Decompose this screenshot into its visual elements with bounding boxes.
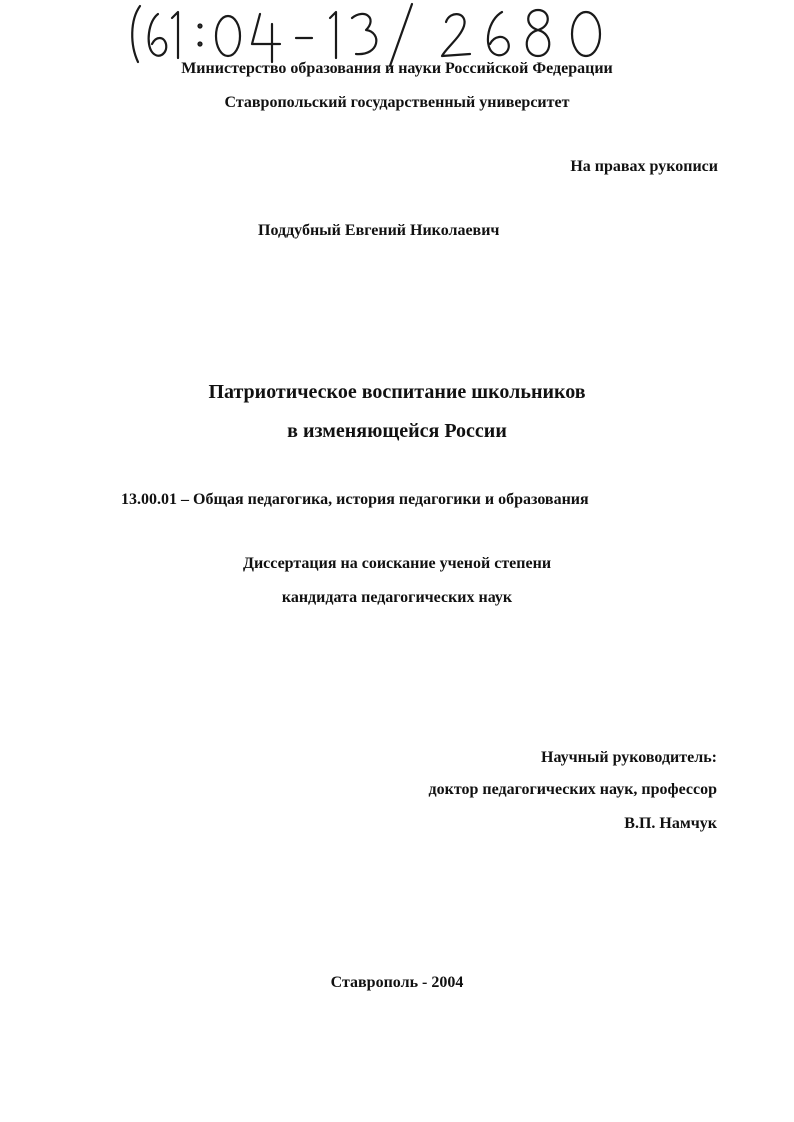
supervisor-degree: доктор педагогических наук, профессор bbox=[428, 781, 717, 798]
city-year: Ставрополь - 2004 bbox=[330, 974, 464, 991]
thesis-title-line-1: Патриотическое воспитание школьников bbox=[208, 381, 586, 403]
rights-note: На правах рукописи bbox=[570, 158, 718, 175]
university-heading: Ставропольский государственный университет bbox=[224, 94, 570, 111]
thesis-title-line-2: в изменяющейся России bbox=[287, 420, 507, 442]
dissertation-line-1: Диссертация на соискание ученой степени bbox=[242, 555, 552, 572]
supervisor-label: Научный руководитель: bbox=[541, 749, 717, 766]
scan-speck bbox=[103, 752, 107, 756]
ministry-heading: Министерство образования и науки Российской Федерации bbox=[181, 60, 613, 77]
specialty-code: 13.00.01 – Общая педагогика, история педагогики и образования bbox=[121, 491, 589, 508]
supervisor-name: В.П. Намчук bbox=[624, 815, 717, 832]
author-name: Поддубный Евгений Николаевич bbox=[258, 222, 500, 239]
dissertation-line-2: кандидата педагогических наук bbox=[281, 589, 513, 606]
